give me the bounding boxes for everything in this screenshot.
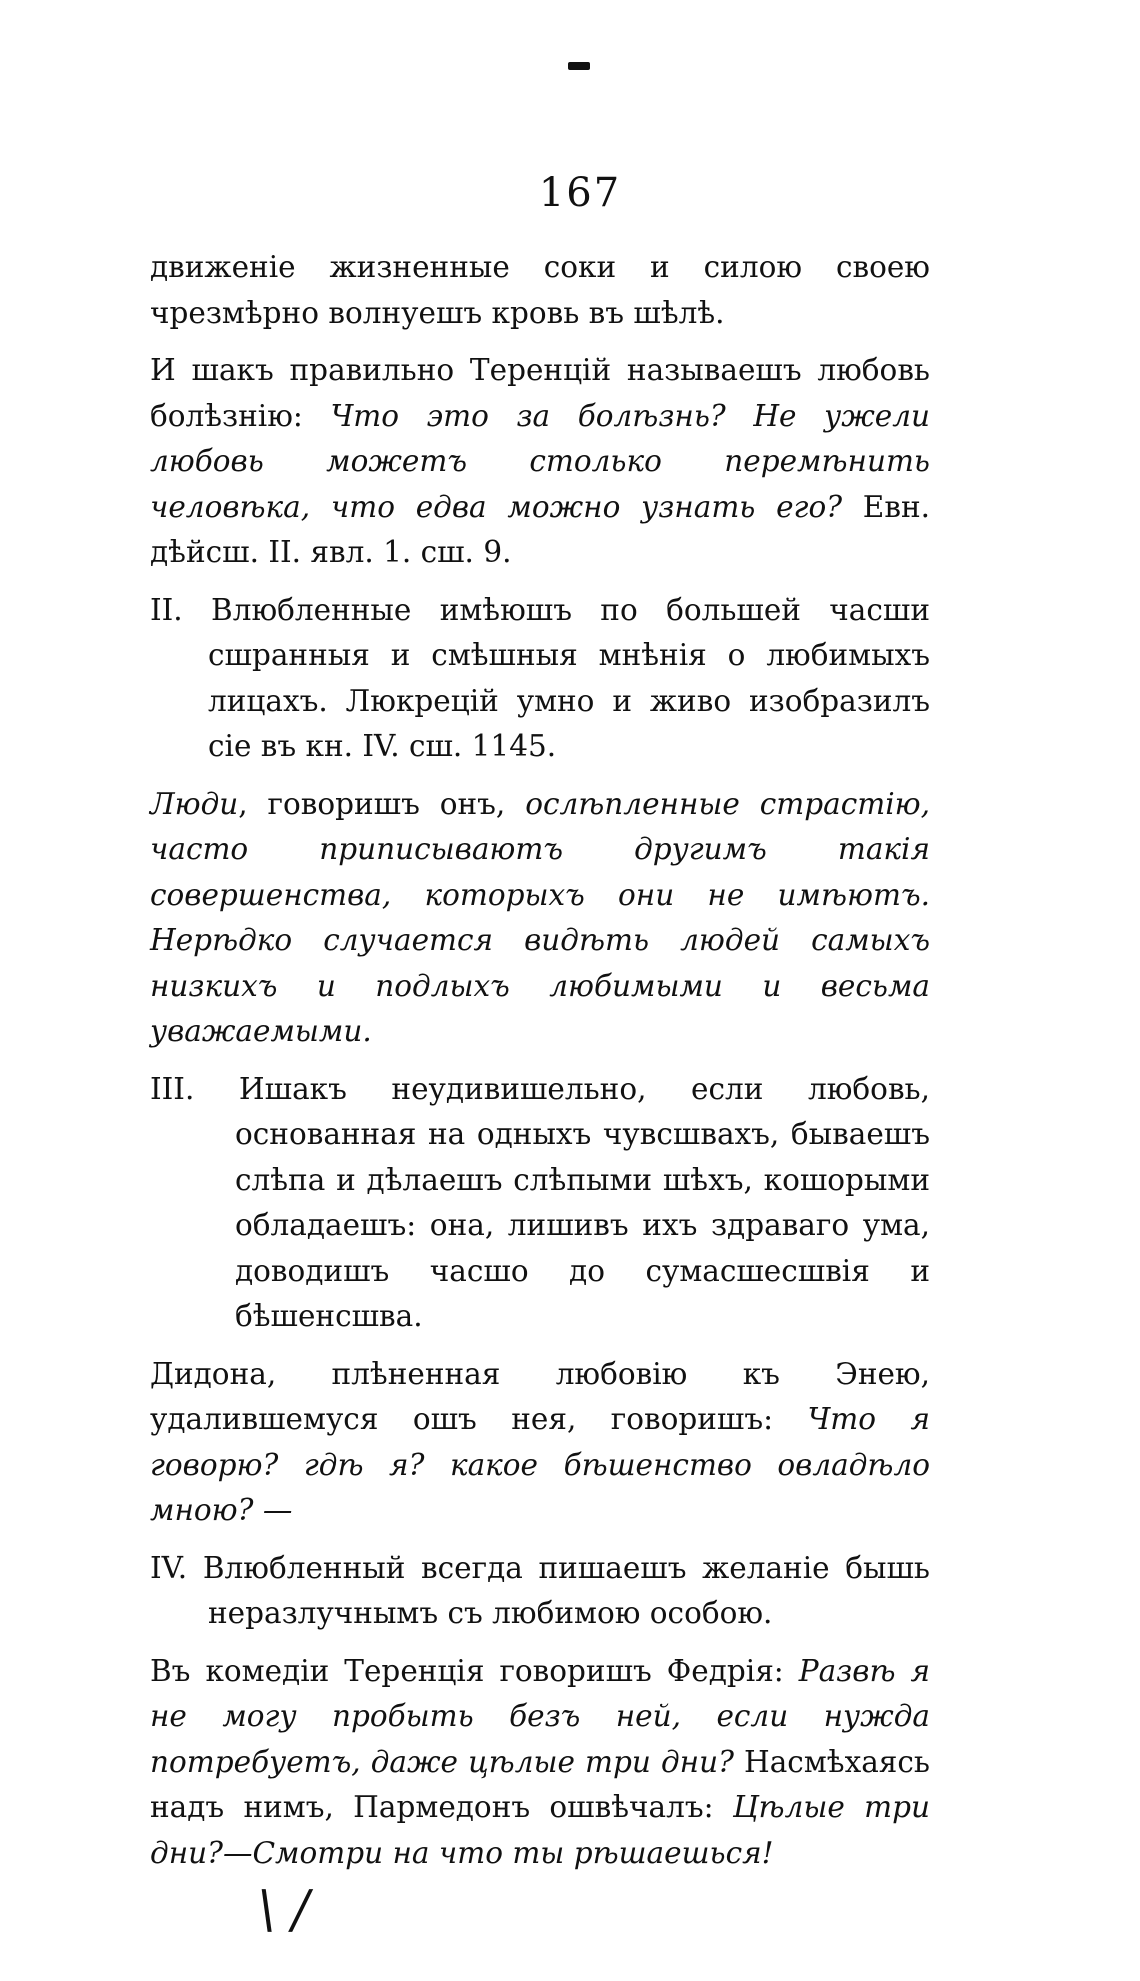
point-label: III. [150,1071,195,1106]
paragraph-text: Дидона, плѣненная любовію къ Энею, удалившемуся ошъ нея, говоришъ: [150,1356,930,1436]
paragraph-text: Влюбленные имѣюшъ по большей часши сшранныя и смѣшныя мнѣнія о любимыхъ лицахъ. Люкрецій умно и живо изобразилъ сіе въ кн. IV. сш. 1145. [182,592,930,763]
page-body [150,245,930,1888]
numbered-point-iii [150,1067,930,1340]
paragraph-text: движеніе жизненные соки и силою своею чрезмѣрно волнуешъ кровь въ шѣлѣ. [150,250,930,330]
paragraph-text: Насмѣхаясь надъ нимъ, Пармедонъ ошвѣчалъ: [150,1744,930,1824]
italic-quote: ослѣпленные страстію, часто приписываютъ другимъ такія совершенства, которыхъ они не имѣютъ. Нерѣдко случается видѣть людей самыхъ низкихъ и подлыхъ любимыми и весьма уважаемыми. [150,786,931,1048]
italic-quote: Что я говорю? гдѣ я? какое бѣшенство овладѣло мною? — [150,1402,930,1527]
italic-quote: Что это за болѣзнь? Не ужели любовь можетъ столько перемѣнить человѣка, что едва можно узнать его? [150,398,930,524]
paragraph-text: , говоришъ онъ, [238,786,526,821]
paragraph-terence-love-disease [150,348,930,576]
paragraph-text: Въ комедіи Теренція говоришъ Федрія: [150,1653,799,1688]
paragraph-phaedria [150,1649,930,1877]
italic-quote: Люди [150,786,239,821]
numbered-point-ii [150,588,930,770]
italic-quote: Цѣлые три дни?—Смотри на что ты рѣшаешься! [150,1790,930,1870]
numbered-point-iv [150,1546,930,1637]
paragraph-lucretius-quote [150,782,930,1055]
top-printer-mark [568,62,590,70]
italic-quote: Развѣ я не могу пробыть безъ ней, если нужда потребуетъ, даже цѣлые три дни? [150,1653,931,1779]
paragraph-continuation [150,245,930,336]
point-label: II. [150,592,183,627]
bottom-ink-mark: \ / [252,1880,315,1940]
point-label: IV. [150,1550,188,1585]
paragraph-dido [150,1352,930,1534]
paragraph-text: Влюбленный всегда пишаешъ желаніе бышь неразлучнымъ съ любимою особою. [187,1550,930,1630]
paragraph-text: И шакъ правильно Теренцій называешъ любовь болѣзнію: [150,353,930,433]
page-number: 167 [538,170,622,216]
paragraph-text: Ишакъ неудивишельно, если любовь, основанная на одныхъ чувсшвахъ, бываешъ слѣпа и дѣлаешъ слѣпыми шѣхъ, кошорыми обладаешъ: она, лишивъ ихъ здраваго ума, доводишъ часшо до сумасшесшвія и бѣшенсшва. [194,1071,930,1333]
citation: Евн. дѣйсш. II. явл. 1. сш. 9. [150,489,930,569]
